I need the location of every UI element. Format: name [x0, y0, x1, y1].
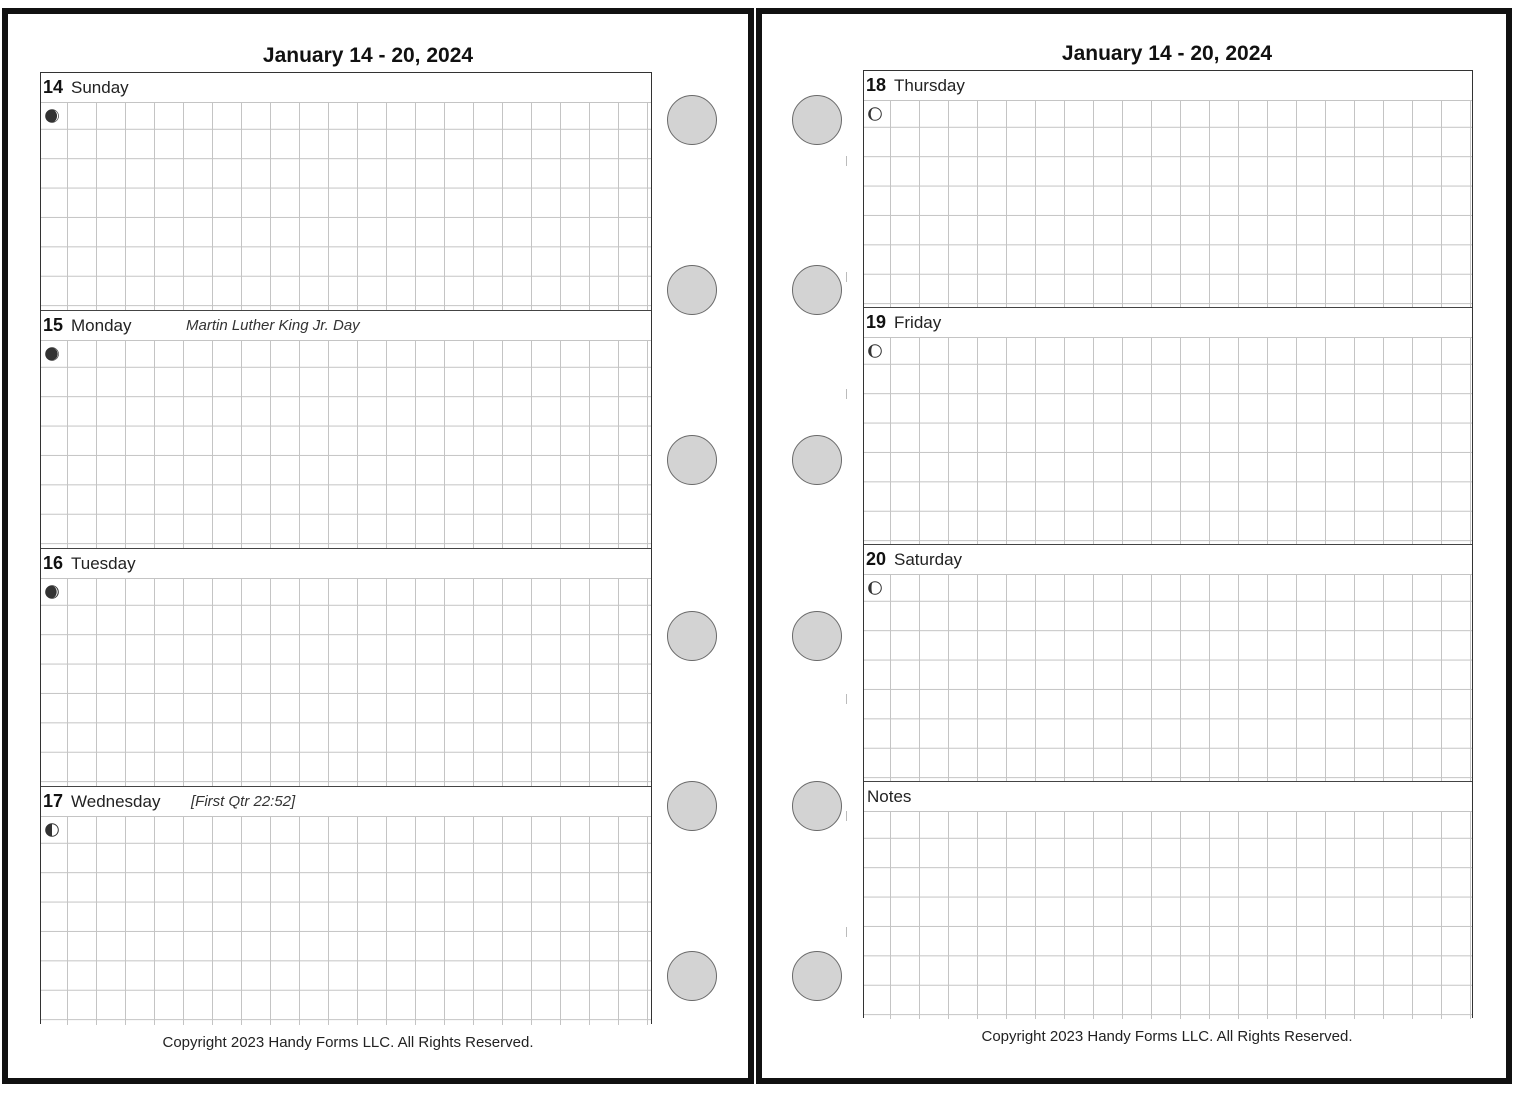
page-title: January 14 - 20, 2024	[1061, 42, 1273, 65]
day-number: 20	[866, 549, 887, 569]
cut-mark	[846, 272, 847, 282]
day-header	[41, 787, 651, 817]
day-number: 19	[866, 312, 887, 332]
day-number: 14	[43, 77, 64, 97]
day-header	[41, 311, 651, 341]
binder-hole	[792, 951, 842, 1001]
page-title: January 14 - 20, 2024	[262, 44, 474, 67]
day-name: Sunday	[71, 78, 129, 97]
day-grid	[863, 70, 1473, 1018]
notes-label: Notes	[867, 787, 912, 806]
waxing-crescent-icon	[45, 347, 59, 361]
day-name: Saturday	[894, 550, 963, 569]
day-header	[864, 308, 1472, 338]
day-section-sunday[interactable]	[41, 73, 651, 311]
binder-hole	[792, 95, 842, 145]
binder-hole	[667, 265, 717, 315]
moon-phase-label: [First Qtr 22:52]	[191, 793, 296, 810]
binder-hole	[792, 781, 842, 831]
day-header	[41, 549, 651, 579]
notes-header	[864, 782, 1472, 812]
day-header	[41, 73, 651, 103]
day-name: Thursday	[894, 76, 965, 95]
right-planner-page	[756, 8, 1512, 1084]
day-header	[864, 545, 1472, 575]
day-section-thursday[interactable]	[864, 71, 1472, 308]
day-section-saturday[interactable]	[864, 545, 1472, 782]
binder-hole	[667, 435, 717, 485]
day-section-tuesday[interactable]	[41, 549, 651, 787]
binder-hole	[667, 781, 717, 831]
notes-section[interactable]	[864, 782, 1472, 1019]
day-section-friday[interactable]	[864, 308, 1472, 545]
copyright-notice: Copyright 2023 Handy Forms LLC. All Rights Reserved.	[162, 1034, 534, 1051]
binder-hole	[792, 611, 842, 661]
binder-hole	[667, 95, 717, 145]
day-name: Tuesday	[71, 554, 136, 573]
day-name: Friday	[894, 313, 942, 332]
binder-hole	[667, 611, 717, 661]
first-quarter-moon-icon	[45, 823, 59, 837]
day-number: 18	[866, 75, 887, 95]
cut-mark	[846, 156, 847, 166]
day-section-wednesday[interactable]	[41, 787, 651, 1025]
day-section-monday[interactable]	[41, 311, 651, 549]
day-number: 16	[43, 553, 64, 573]
binder-hole	[792, 435, 842, 485]
day-grid	[40, 72, 652, 1024]
day-header	[864, 71, 1472, 101]
waxing-crescent-icon	[45, 585, 59, 599]
cut-mark	[846, 927, 847, 937]
waxing-gibbous-icon	[868, 581, 882, 595]
copyright-notice: Copyright 2023 Handy Forms LLC. All Rights Reserved.	[981, 1028, 1353, 1045]
day-number: 15	[43, 315, 64, 335]
waxing-gibbous-icon	[868, 344, 882, 358]
cut-mark	[846, 389, 847, 399]
day-name: Monday	[71, 316, 132, 335]
day-number: 17	[43, 791, 64, 811]
binder-hole	[792, 265, 842, 315]
cut-mark	[846, 694, 847, 704]
waxing-gibbous-icon	[868, 107, 882, 121]
left-planner-page	[2, 8, 754, 1084]
cut-mark	[846, 811, 847, 821]
holiday-label: Martin Luther King Jr. Day	[186, 317, 360, 334]
binder-hole	[667, 951, 717, 1001]
waxing-crescent-icon	[45, 109, 59, 123]
day-name: Wednesday	[71, 792, 161, 811]
